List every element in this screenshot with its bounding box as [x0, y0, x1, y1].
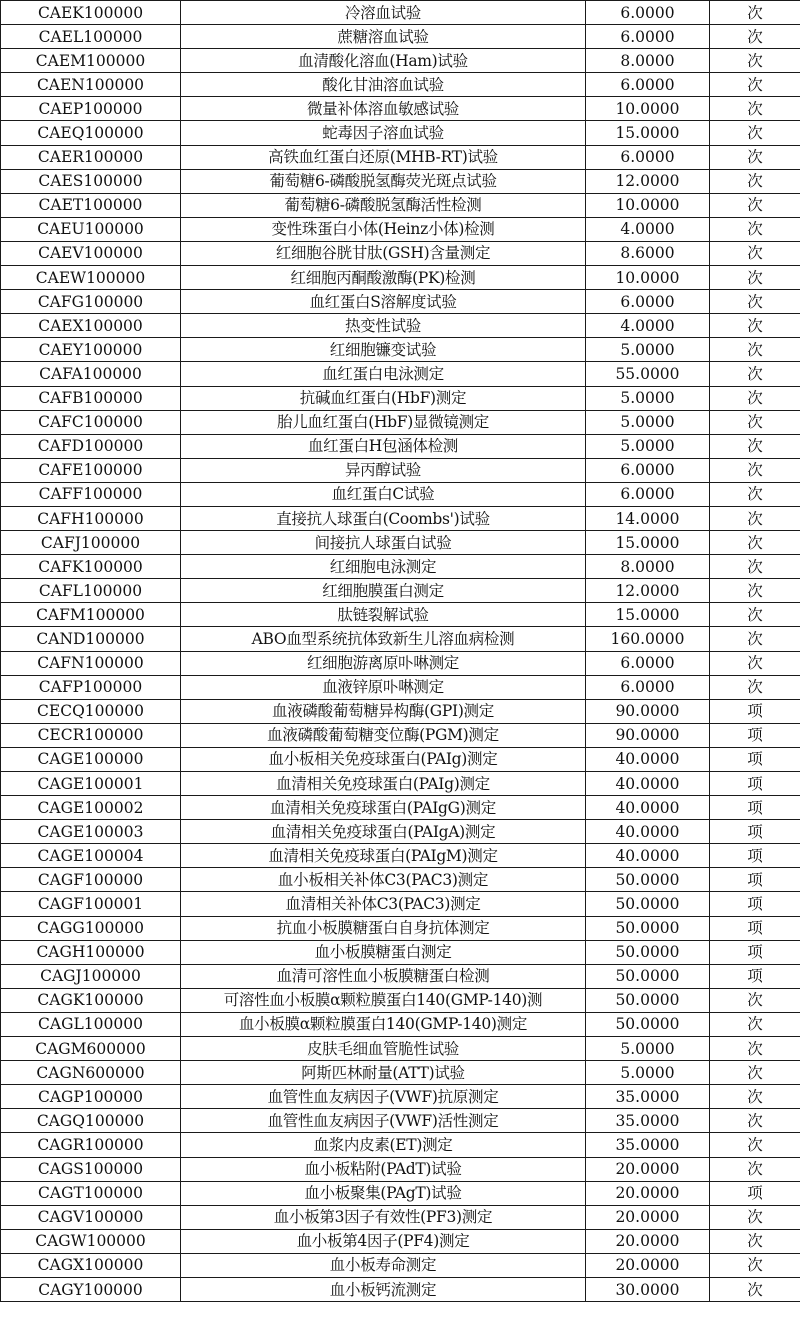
item-code-cell: CAGR100000 — [1, 1133, 181, 1157]
item-name-cell: 肽链裂解试验 — [181, 603, 586, 627]
table-row — [1, 579, 800, 603]
item-price-cell: 50.0000 — [586, 868, 710, 892]
item-code-cell: CAGQ100000 — [1, 1109, 181, 1133]
item-code-cell: CAGG100000 — [1, 916, 181, 940]
item-price-cell: 50.0000 — [586, 964, 710, 988]
item-name-cell: 直接抗人球蛋白(Coombs')试验 — [181, 506, 586, 530]
item-price-cell: 50.0000 — [586, 988, 710, 1012]
item-name-cell: 血清相关免疫球蛋白(PAIgG)测定 — [181, 796, 586, 820]
table-row — [1, 940, 800, 964]
item-unit-cell: 次 — [710, 193, 800, 217]
item-unit-cell: 次 — [710, 1061, 800, 1085]
item-name-cell: 红细胞谷胱甘肽(GSH)含量测定 — [181, 241, 586, 265]
table-row — [1, 193, 800, 217]
item-unit-cell: 项 — [710, 868, 800, 892]
table-row — [1, 820, 800, 844]
item-code-cell: CAFL100000 — [1, 579, 181, 603]
item-price-cell: 12.0000 — [586, 169, 710, 193]
item-code-cell: CAFK100000 — [1, 555, 181, 579]
item-price-cell: 55.0000 — [586, 362, 710, 386]
item-code-cell: CAGH100000 — [1, 940, 181, 964]
table-row — [1, 362, 800, 386]
item-code-cell: CAGS100000 — [1, 1157, 181, 1181]
item-code-cell: CAND100000 — [1, 627, 181, 651]
item-code-cell: CAGP100000 — [1, 1085, 181, 1109]
item-unit-cell: 次 — [710, 1, 800, 25]
item-name-cell: 血清相关补体C3(PAC3)测定 — [181, 892, 586, 916]
item-unit-cell: 次 — [710, 217, 800, 241]
item-name-cell: 蔗糖溶血试验 — [181, 25, 586, 49]
item-code-cell: CAGX100000 — [1, 1253, 181, 1277]
item-code-cell: CAGY100000 — [1, 1277, 181, 1301]
item-unit-cell: 次 — [710, 482, 800, 506]
item-code-cell: CAGV100000 — [1, 1205, 181, 1229]
item-name-cell: 血红蛋白C试验 — [181, 482, 586, 506]
item-price-cell: 35.0000 — [586, 1109, 710, 1133]
table-row — [1, 458, 800, 482]
item-price-cell: 30.0000 — [586, 1277, 710, 1301]
item-price-cell: 20.0000 — [586, 1229, 710, 1253]
item-name-cell: 血管性血友病因子(VWF)抗原测定 — [181, 1085, 586, 1109]
item-unit-cell: 次 — [710, 25, 800, 49]
item-code-cell: CAEX100000 — [1, 314, 181, 338]
item-price-cell: 40.0000 — [586, 796, 710, 820]
item-unit-cell: 次 — [710, 1085, 800, 1109]
item-price-cell: 8.6000 — [586, 241, 710, 265]
item-price-cell: 15.0000 — [586, 121, 710, 145]
item-name-cell: 血清相关免疫球蛋白(PAIgM)测定 — [181, 844, 586, 868]
item-name-cell: 红细胞游离原卟啉测定 — [181, 651, 586, 675]
item-unit-cell: 次 — [710, 1157, 800, 1181]
item-unit-cell: 次 — [710, 675, 800, 699]
item-code-cell: CAGF100000 — [1, 868, 181, 892]
item-name-cell: 红细胞镰变试验 — [181, 338, 586, 362]
item-name-cell: 血小板膜α颗粒膜蛋白140(GMP-140)测定 — [181, 1012, 586, 1036]
item-code-cell: CAEY100000 — [1, 338, 181, 362]
table-row — [1, 410, 800, 434]
item-name-cell: 血小板钙流测定 — [181, 1277, 586, 1301]
table-row — [1, 699, 800, 723]
item-name-cell: 血液磷酸葡萄糖变位酶(PGM)测定 — [181, 723, 586, 747]
item-name-cell: 血液磷酸葡萄糖异构酶(GPI)测定 — [181, 699, 586, 723]
item-name-cell: 血红蛋白H包涵体检测 — [181, 434, 586, 458]
item-price-cell: 15.0000 — [586, 531, 710, 555]
item-code-cell: CAEV100000 — [1, 241, 181, 265]
item-name-cell: 血小板第4因子(PF4)测定 — [181, 1229, 586, 1253]
item-code-cell: CAEU100000 — [1, 217, 181, 241]
item-unit-cell: 次 — [710, 434, 800, 458]
item-price-cell: 6.0000 — [586, 675, 710, 699]
table-row — [1, 1109, 800, 1133]
item-price-cell: 5.0000 — [586, 434, 710, 458]
table-row — [1, 1133, 800, 1157]
item-unit-cell: 次 — [710, 386, 800, 410]
item-code-cell: CAGE100002 — [1, 796, 181, 820]
item-name-cell: 异丙醇试验 — [181, 458, 586, 482]
item-price-cell: 12.0000 — [586, 579, 710, 603]
table-row — [1, 49, 800, 73]
item-unit-cell: 次 — [710, 1277, 800, 1301]
item-unit-cell: 次 — [710, 145, 800, 169]
item-unit-cell: 次 — [710, 579, 800, 603]
item-unit-cell: 次 — [710, 988, 800, 1012]
item-price-cell: 8.0000 — [586, 555, 710, 579]
item-name-cell: 胎儿血红蛋白(HbF)显微镜测定 — [181, 410, 586, 434]
item-name-cell: 红细胞膜蛋白测定 — [181, 579, 586, 603]
item-price-cell: 5.0000 — [586, 338, 710, 362]
table-row — [1, 290, 800, 314]
item-price-cell: 50.0000 — [586, 916, 710, 940]
item-code-cell: CAEL100000 — [1, 25, 181, 49]
item-price-cell: 35.0000 — [586, 1085, 710, 1109]
item-unit-cell: 次 — [710, 241, 800, 265]
item-unit-cell: 次 — [710, 338, 800, 362]
item-unit-cell: 次 — [710, 49, 800, 73]
item-unit-cell: 次 — [710, 531, 800, 555]
table-row — [1, 964, 800, 988]
table-row — [1, 723, 800, 747]
table-row — [1, 169, 800, 193]
table-row — [1, 73, 800, 97]
item-price-cell: 6.0000 — [586, 73, 710, 97]
item-price-cell: 90.0000 — [586, 699, 710, 723]
item-name-cell: 间接抗人球蛋白试验 — [181, 531, 586, 555]
item-unit-cell: 次 — [710, 627, 800, 651]
item-code-cell: CAGL100000 — [1, 1012, 181, 1036]
table-row — [1, 1277, 800, 1301]
item-name-cell: 血液锌原卟啉测定 — [181, 675, 586, 699]
item-name-cell: 血小板膜糖蛋白测定 — [181, 940, 586, 964]
item-code-cell: CAGF100001 — [1, 892, 181, 916]
item-price-cell: 6.0000 — [586, 145, 710, 169]
item-code-cell: CAFM100000 — [1, 603, 181, 627]
item-code-cell: CAGE100003 — [1, 820, 181, 844]
item-price-cell: 6.0000 — [586, 482, 710, 506]
item-code-cell: CAFB100000 — [1, 386, 181, 410]
item-code-cell: CAER100000 — [1, 145, 181, 169]
item-unit-cell: 次 — [710, 506, 800, 530]
item-price-cell: 40.0000 — [586, 747, 710, 771]
item-code-cell: CAFD100000 — [1, 434, 181, 458]
table-row — [1, 1157, 800, 1181]
item-unit-cell: 项 — [710, 964, 800, 988]
item-unit-cell: 项 — [710, 940, 800, 964]
table-row — [1, 217, 800, 241]
item-name-cell: ABO血型系统抗体致新生儿溶血病检测 — [181, 627, 586, 651]
item-code-cell: CAEQ100000 — [1, 121, 181, 145]
item-price-cell: 6.0000 — [586, 651, 710, 675]
item-code-cell: CAFH100000 — [1, 506, 181, 530]
table-row — [1, 844, 800, 868]
item-unit-cell: 次 — [710, 1253, 800, 1277]
item-code-cell: CAEM100000 — [1, 49, 181, 73]
item-code-cell: CECR100000 — [1, 723, 181, 747]
item-price-cell: 20.0000 — [586, 1181, 710, 1205]
item-price-cell: 5.0000 — [586, 1037, 710, 1061]
item-name-cell: 蛇毒因子溶血试验 — [181, 121, 586, 145]
table-row — [1, 988, 800, 1012]
item-name-cell: 血红蛋白S溶解度试验 — [181, 290, 586, 314]
item-name-cell: 血红蛋白电泳测定 — [181, 362, 586, 386]
item-price-cell: 10.0000 — [586, 193, 710, 217]
item-name-cell: 变性珠蛋白小体(Heinz小体)检测 — [181, 217, 586, 241]
item-unit-cell: 项 — [710, 796, 800, 820]
table-row — [1, 555, 800, 579]
fee-table-body — [1, 1, 800, 1302]
table-row — [1, 627, 800, 651]
item-code-cell: CAES100000 — [1, 169, 181, 193]
item-unit-cell: 次 — [710, 290, 800, 314]
table-row — [1, 1253, 800, 1277]
item-price-cell: 40.0000 — [586, 820, 710, 844]
table-row — [1, 434, 800, 458]
item-unit-cell: 次 — [710, 651, 800, 675]
item-price-cell: 35.0000 — [586, 1133, 710, 1157]
item-code-cell: CAGM600000 — [1, 1037, 181, 1061]
item-name-cell: 血小板寿命测定 — [181, 1253, 586, 1277]
item-unit-cell: 次 — [710, 1205, 800, 1229]
item-name-cell: 红细胞丙酮酸激酶(PK)检测 — [181, 266, 586, 290]
item-name-cell: 血小板粘附(PAdT)试验 — [181, 1157, 586, 1181]
table-row — [1, 1181, 800, 1205]
item-code-cell: CAFN100000 — [1, 651, 181, 675]
table-row — [1, 916, 800, 940]
item-price-cell: 40.0000 — [586, 844, 710, 868]
item-name-cell: 可溶性血小板膜α颗粒膜蛋白140(GMP-140)测 — [181, 988, 586, 1012]
table-row — [1, 772, 800, 796]
item-unit-cell: 次 — [710, 169, 800, 193]
item-name-cell: 血清相关免疫球蛋白(PAIgA)测定 — [181, 820, 586, 844]
table-row — [1, 1, 800, 25]
item-name-cell: 皮肤毛细血管脆性试验 — [181, 1037, 586, 1061]
item-code-cell: CAGE100000 — [1, 747, 181, 771]
item-price-cell: 6.0000 — [586, 1, 710, 25]
item-price-cell: 50.0000 — [586, 940, 710, 964]
item-unit-cell: 次 — [710, 97, 800, 121]
item-price-cell: 50.0000 — [586, 892, 710, 916]
item-name-cell: 血小板聚集(PAgT)试验 — [181, 1181, 586, 1205]
item-price-cell: 6.0000 — [586, 458, 710, 482]
item-unit-cell: 次 — [710, 121, 800, 145]
item-price-cell: 20.0000 — [586, 1205, 710, 1229]
item-unit-cell: 次 — [710, 603, 800, 627]
item-code-cell: CAFC100000 — [1, 410, 181, 434]
item-code-cell: CAGJ100000 — [1, 964, 181, 988]
item-code-cell: CAFG100000 — [1, 290, 181, 314]
item-price-cell: 14.0000 — [586, 506, 710, 530]
table-row — [1, 892, 800, 916]
item-unit-cell: 次 — [710, 314, 800, 338]
item-code-cell: CAGK100000 — [1, 988, 181, 1012]
item-price-cell: 50.0000 — [586, 1012, 710, 1036]
table-row — [1, 675, 800, 699]
item-name-cell: 血清酸化溶血(Ham)试验 — [181, 49, 586, 73]
item-unit-cell: 次 — [710, 410, 800, 434]
item-unit-cell: 项 — [710, 699, 800, 723]
item-unit-cell: 次 — [710, 458, 800, 482]
item-price-cell: 4.0000 — [586, 314, 710, 338]
item-unit-cell: 项 — [710, 892, 800, 916]
table-row — [1, 747, 800, 771]
item-price-cell: 5.0000 — [586, 1061, 710, 1085]
item-name-cell: 热变性试验 — [181, 314, 586, 338]
item-code-cell: CAEK100000 — [1, 1, 181, 25]
item-unit-cell: 项 — [710, 916, 800, 940]
item-price-cell: 20.0000 — [586, 1157, 710, 1181]
item-name-cell: 微量补体溶血敏感试验 — [181, 97, 586, 121]
item-price-cell: 40.0000 — [586, 772, 710, 796]
item-name-cell: 血小板相关补体C3(PAC3)测定 — [181, 868, 586, 892]
table-row — [1, 121, 800, 145]
item-name-cell: 高铁血红蛋白还原(MHB-RT)试验 — [181, 145, 586, 169]
item-code-cell: CAEN100000 — [1, 73, 181, 97]
item-name-cell: 血小板相关免疫球蛋白(PAIg)测定 — [181, 747, 586, 771]
item-price-cell: 8.0000 — [586, 49, 710, 73]
item-price-cell: 4.0000 — [586, 217, 710, 241]
item-price-cell: 5.0000 — [586, 386, 710, 410]
item-code-cell: CAGE100004 — [1, 844, 181, 868]
table-row — [1, 25, 800, 49]
table-row — [1, 145, 800, 169]
item-code-cell: CAFJ100000 — [1, 531, 181, 555]
item-name-cell: 血清可溶性血小板膜糖蛋白检测 — [181, 964, 586, 988]
item-code-cell: CAEW100000 — [1, 266, 181, 290]
table-row — [1, 482, 800, 506]
item-name-cell: 抗血小板膜糖蛋白自身抗体测定 — [181, 916, 586, 940]
item-unit-cell: 项 — [710, 1181, 800, 1205]
table-row — [1, 651, 800, 675]
table-row — [1, 97, 800, 121]
item-name-cell: 血清相关免疫球蛋白(PAIg)测定 — [181, 772, 586, 796]
item-name-cell: 葡萄糖6-磷酸脱氢酶荧光斑点试验 — [181, 169, 586, 193]
item-unit-cell: 次 — [710, 362, 800, 386]
item-unit-cell: 次 — [710, 1109, 800, 1133]
item-unit-cell: 项 — [710, 723, 800, 747]
table-row — [1, 603, 800, 627]
item-price-cell: 90.0000 — [586, 723, 710, 747]
table-row — [1, 1205, 800, 1229]
table-row — [1, 241, 800, 265]
item-unit-cell: 次 — [710, 1012, 800, 1036]
item-name-cell: 血浆内皮素(ET)测定 — [181, 1133, 586, 1157]
table-row — [1, 338, 800, 362]
item-price-cell: 160.0000 — [586, 627, 710, 651]
item-price-cell: 5.0000 — [586, 410, 710, 434]
item-name-cell: 抗碱血红蛋白(HbF)测定 — [181, 386, 586, 410]
table-row — [1, 386, 800, 410]
item-code-cell: CAFP100000 — [1, 675, 181, 699]
table-row — [1, 506, 800, 530]
table-row — [1, 1061, 800, 1085]
item-code-cell: CAET100000 — [1, 193, 181, 217]
table-row — [1, 314, 800, 338]
item-code-cell: CAEP100000 — [1, 97, 181, 121]
table-row — [1, 1037, 800, 1061]
item-unit-cell: 项 — [710, 844, 800, 868]
item-unit-cell: 次 — [710, 266, 800, 290]
item-name-cell: 葡萄糖6-磷酸脱氢酶活性检测 — [181, 193, 586, 217]
table-row — [1, 1085, 800, 1109]
item-price-cell: 20.0000 — [586, 1253, 710, 1277]
item-unit-cell: 项 — [710, 747, 800, 771]
item-name-cell: 冷溶血试验 — [181, 1, 586, 25]
item-unit-cell: 次 — [710, 1037, 800, 1061]
table-row — [1, 531, 800, 555]
item-price-cell: 6.0000 — [586, 290, 710, 314]
item-unit-cell: 次 — [710, 1133, 800, 1157]
item-price-cell: 10.0000 — [586, 266, 710, 290]
table-row — [1, 1012, 800, 1036]
item-code-cell: CECQ100000 — [1, 699, 181, 723]
item-name-cell: 酸化甘油溶血试验 — [181, 73, 586, 97]
item-code-cell: CAFF100000 — [1, 482, 181, 506]
item-unit-cell: 次 — [710, 73, 800, 97]
item-unit-cell: 次 — [710, 555, 800, 579]
table-row — [1, 796, 800, 820]
item-price-cell: 15.0000 — [586, 603, 710, 627]
item-code-cell: CAFE100000 — [1, 458, 181, 482]
item-unit-cell: 次 — [710, 1229, 800, 1253]
table-row — [1, 868, 800, 892]
item-code-cell: CAGW100000 — [1, 1229, 181, 1253]
item-unit-cell: 项 — [710, 820, 800, 844]
table-row — [1, 1229, 800, 1253]
item-name-cell: 红细胞电泳测定 — [181, 555, 586, 579]
item-price-cell: 6.0000 — [586, 25, 710, 49]
item-unit-cell: 项 — [710, 772, 800, 796]
item-name-cell: 阿斯匹林耐量(ATT)试验 — [181, 1061, 586, 1085]
item-name-cell: 血管性血友病因子(VWF)活性测定 — [181, 1109, 586, 1133]
item-code-cell: CAGN600000 — [1, 1061, 181, 1085]
item-code-cell: CAGE100001 — [1, 772, 181, 796]
item-code-cell: CAFA100000 — [1, 362, 181, 386]
table-row — [1, 266, 800, 290]
item-price-cell: 10.0000 — [586, 97, 710, 121]
item-name-cell: 血小板第3因子有效性(PF3)测定 — [181, 1205, 586, 1229]
item-code-cell: CAGT100000 — [1, 1181, 181, 1205]
